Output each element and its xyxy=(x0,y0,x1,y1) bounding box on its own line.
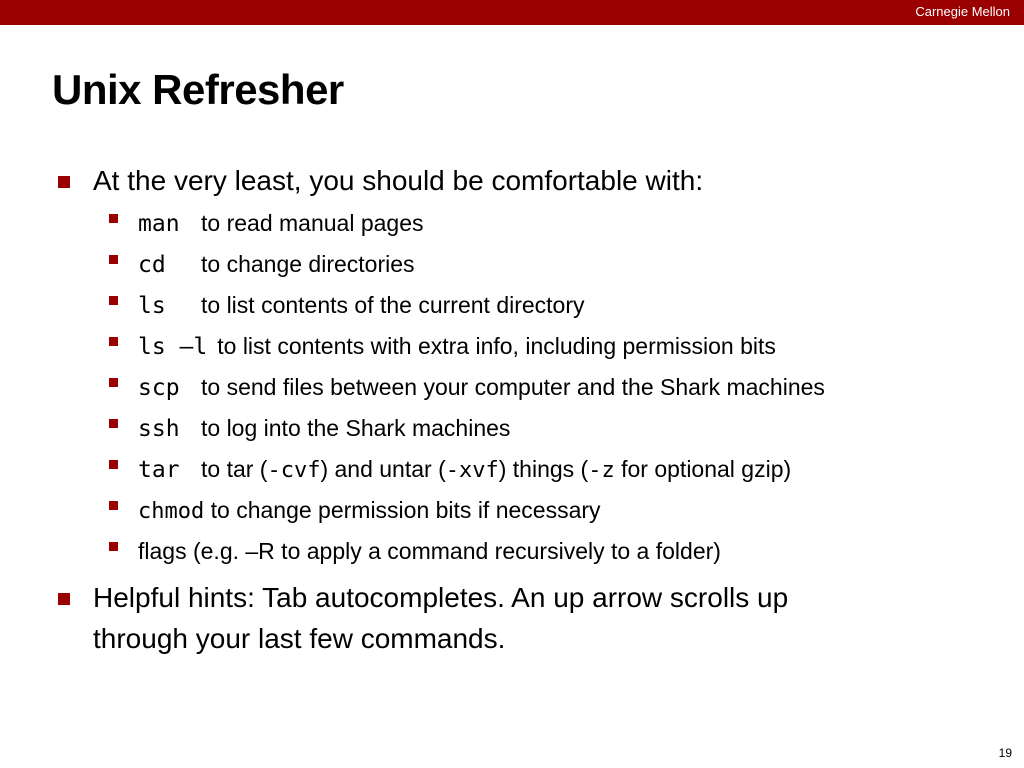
square-bullet-icon xyxy=(58,176,70,188)
desc-ssh: to log into the Shark machines xyxy=(201,415,511,441)
square-bullet-icon xyxy=(109,337,118,346)
bullet-2-line-2: through your last few commands. xyxy=(93,623,506,654)
command-ssh: ssh xyxy=(138,416,180,442)
bullet-1: At the very least, you should be comfortable with: xyxy=(93,165,704,196)
list-item-scp xyxy=(138,372,825,403)
command-man: man xyxy=(138,211,180,237)
brand-name: Carnegie Mellon xyxy=(915,4,1010,19)
list-item-man xyxy=(138,208,424,239)
slide-title: Unix Refresher xyxy=(52,66,344,113)
desc-scp: to send files between your computer and the Shark machines xyxy=(201,374,825,400)
desc-tar-2: ) and untar ( xyxy=(320,456,446,482)
command-tar: tar xyxy=(138,457,180,483)
desc-tar-3: ) things ( xyxy=(498,456,589,482)
square-bullet-icon xyxy=(109,255,118,264)
list-item-ls-l xyxy=(138,331,776,362)
desc-cd: to change directories xyxy=(201,251,415,277)
desc-chmod: to change permission bits if necessary xyxy=(210,497,601,523)
square-bullet-icon xyxy=(109,542,118,551)
flag-z: -z xyxy=(588,458,615,483)
command-ls-l: ls –l xyxy=(138,334,208,360)
command-cd: cd xyxy=(138,252,166,278)
list-item-ssh xyxy=(138,413,510,444)
command-scp: scp xyxy=(138,375,180,401)
flag-cvf: -cvf xyxy=(267,458,321,483)
square-bullet-icon xyxy=(109,501,118,510)
page-number: 19 xyxy=(998,746,1012,760)
command-ls: ls xyxy=(138,293,166,319)
flag-xvf: -xvf xyxy=(445,458,499,483)
square-bullet-icon xyxy=(109,296,118,305)
list-item-chmod xyxy=(138,495,601,527)
square-bullet-icon xyxy=(109,214,118,223)
desc-ls-l: to list contents with extra info, including permission bits xyxy=(217,333,776,359)
square-bullet-icon xyxy=(109,460,118,469)
square-bullet-icon xyxy=(58,593,70,605)
command-chmod: chmod xyxy=(138,499,205,524)
header-bar xyxy=(0,0,1024,25)
desc-tar-1: to tar ( xyxy=(201,456,268,482)
desc-ls: to list contents of the current directory xyxy=(201,292,585,318)
bullet-2-line-1: Helpful hints: Tab autocompletes. An up arrow scrolls up xyxy=(93,582,789,613)
square-bullet-icon xyxy=(109,378,118,387)
list-item-flags: flags (e.g. –R to apply a command recursively to a folder) xyxy=(138,538,721,564)
list-item-ls xyxy=(138,290,585,321)
list-item-cd xyxy=(138,249,415,280)
desc-tar-4: for optional gzip) xyxy=(614,456,792,482)
desc-man: to read manual pages xyxy=(201,210,424,236)
list-item-tar xyxy=(138,454,791,486)
square-bullet-icon xyxy=(109,419,118,428)
